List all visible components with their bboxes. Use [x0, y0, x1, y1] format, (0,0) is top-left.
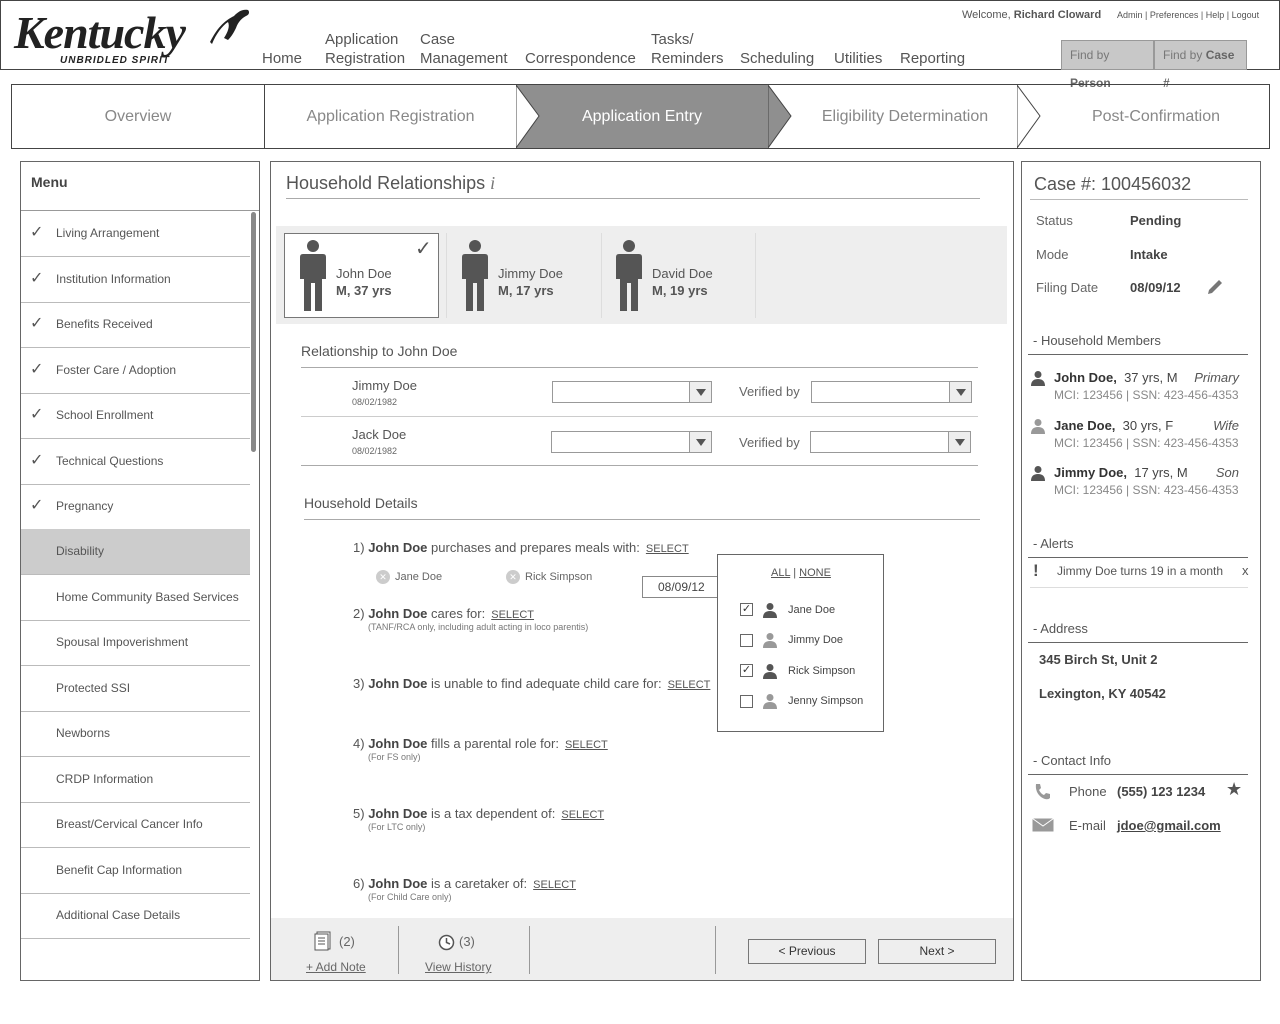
- q-text: cares for:: [431, 606, 486, 621]
- person-icon: [762, 632, 778, 648]
- menu-item-hcbs[interactable]: [21, 575, 250, 621]
- menu-item-label: Living Arrangement: [56, 226, 160, 240]
- select-link[interactable]: SELECT: [645, 543, 689, 555]
- nav-application-registration[interactable]: [325, 30, 405, 68]
- menu-item-crdp[interactable]: [21, 757, 250, 803]
- find-by-person-button[interactable]: [1061, 40, 1154, 90]
- person-meta: M, 17 yrs: [498, 283, 554, 298]
- member-mci: MCI: 123456 | SSN: 423-456-4353: [1054, 435, 1239, 450]
- step-application-registration[interactable]: Application Registration: [306, 108, 475, 125]
- q-subject: John Doe: [368, 876, 428, 891]
- menu-item-label: Pregnancy: [56, 499, 114, 513]
- person-icon: [762, 663, 778, 679]
- pencil-icon[interactable]: [1206, 278, 1224, 296]
- q-note: (TANF/RCA only, including adult acting in loco parentis): [368, 622, 589, 632]
- step-arrow-icon: [768, 85, 792, 148]
- menu-item-foster-care[interactable]: [21, 348, 250, 394]
- nav-utilities[interactable]: Utilities: [834, 50, 883, 67]
- person-label: [336, 265, 392, 299]
- person-icon: [762, 602, 778, 618]
- menu-item-label: Home Community Based Services: [56, 590, 239, 604]
- menu-item-school-enrollment[interactable]: [21, 393, 250, 439]
- previous-button[interactable]: < Previous: [748, 939, 866, 964]
- q-subject: John Doe: [368, 676, 428, 691]
- menu-item-additional-case-details[interactable]: [21, 893, 250, 939]
- member-name: Jimmy Doe,: [1054, 465, 1127, 480]
- rel-person-name: Jimmy Doe: [352, 378, 418, 393]
- notes-icon[interactable]: [314, 931, 332, 951]
- member-role: Son: [1215, 465, 1239, 480]
- process-steps: [11, 84, 1270, 149]
- help-link[interactable]: Help: [1205, 10, 1225, 20]
- q-note: (For Child Care only): [368, 892, 452, 902]
- nav-correspondence[interactable]: Correspondence: [525, 50, 636, 67]
- remove-icon[interactable]: ✕: [506, 570, 520, 584]
- menu-item-newborns[interactable]: [21, 711, 250, 757]
- check-icon: ✓: [30, 452, 44, 469]
- verified-by-label: Verified by: [739, 384, 800, 399]
- question-5: [353, 806, 604, 832]
- step-post-confirmation[interactable]: Post-Confirmation: [1091, 108, 1221, 125]
- q-subject: John Doe: [368, 606, 428, 621]
- household-member[interactable]: [1030, 465, 1245, 497]
- member-meta: 30 yrs, F: [1122, 417, 1174, 433]
- person-label: [498, 265, 563, 299]
- menu-item-institution-information[interactable]: [21, 257, 250, 303]
- option-label: Jane Doe: [788, 603, 836, 616]
- member-meta: 17 yrs, M: [1134, 465, 1188, 480]
- find-label-bold: Case #: [1163, 48, 1235, 90]
- option-label: Rick Simpson: [788, 664, 856, 677]
- step-overview[interactable]: Overview: [104, 108, 172, 125]
- q-text: purchases and prepares meals with:: [431, 540, 640, 555]
- alert-text: Jimmy Doe turns 19 in a month: [1057, 564, 1224, 578]
- star-icon[interactable]: ★: [1226, 779, 1243, 799]
- menu-item-label: Spousal Impoverishment: [56, 635, 189, 649]
- find-label: Find by: [1070, 48, 1110, 62]
- relationship-select[interactable]: [551, 431, 712, 453]
- history-count: (3): [459, 934, 475, 949]
- step-eligibility-determination[interactable]: Eligibility Determination: [821, 108, 989, 125]
- footer-divider: [715, 926, 716, 974]
- person-icon: [1030, 370, 1046, 386]
- checkbox[interactable]: ✓: [741, 603, 752, 616]
- admin-link[interactable]: Admin: [1117, 10, 1143, 20]
- view-history-link[interactable]: View History: [425, 960, 492, 974]
- footer-divider: [529, 926, 530, 974]
- question-6: [353, 876, 576, 902]
- chip-label: Jane Doe: [395, 570, 443, 583]
- rel-divider: [301, 465, 978, 466]
- nav-label: Application: [325, 31, 399, 48]
- check-icon: ✓: [30, 361, 44, 378]
- menu-item-breast-cervical[interactable]: [21, 802, 250, 848]
- chevron-down-icon: [948, 432, 970, 452]
- person-icon: [614, 239, 644, 311]
- q-num: 6): [353, 876, 365, 891]
- kentucky-logo[interactable]: Kentucky: [14, 7, 185, 58]
- chevron-down-icon: [689, 432, 711, 452]
- member-mci: MCI: 123456 | SSN: 423-456-4353: [1054, 483, 1239, 497]
- sep: |: [793, 567, 797, 579]
- menu-item-pregnancy[interactable]: [21, 484, 250, 530]
- option-label: Jenny Simpson: [788, 695, 864, 708]
- checkbox[interactable]: ✓: [741, 664, 752, 677]
- menu-item-label: Additional Case Details: [56, 908, 181, 922]
- nav-reporting[interactable]: Reporting: [900, 50, 966, 67]
- verified-by-label: Verified by: [739, 435, 800, 450]
- member-role: Wife: [1213, 417, 1239, 433]
- check-icon: ✓: [30, 224, 44, 241]
- q-text: is a tax dependent of:: [431, 806, 556, 821]
- filing-date-value: 08/09/12: [1130, 280, 1181, 295]
- menu-item-protected-ssi[interactable]: [21, 666, 250, 712]
- mode-value: Intake: [1130, 247, 1168, 262]
- dropdown-option[interactable]: [740, 632, 843, 649]
- alerts-title: - Alerts: [1028, 536, 1248, 558]
- dropdown-option[interactable]: [740, 662, 855, 679]
- rel-person-name: Jack Doe: [352, 427, 407, 442]
- check-icon: ✓: [30, 406, 44, 423]
- checkbox[interactable]: [740, 695, 753, 708]
- welcome-label: Welcome,: [962, 9, 1011, 21]
- nav-label: Tasks/: [651, 31, 694, 48]
- person-meta: M, 19 yrs: [652, 283, 708, 298]
- rel-divider: [301, 416, 978, 417]
- q-num: 4): [353, 736, 365, 751]
- card-divider: [446, 233, 447, 318]
- menu-item-label: Breast/Cervical Cancer Info: [56, 817, 203, 831]
- chip[interactable]: [506, 570, 592, 584]
- q-note: (For FS only): [368, 752, 421, 762]
- menu-item-technical-questions[interactable]: [21, 439, 250, 485]
- checkbox[interactable]: [740, 634, 753, 647]
- page-title: [286, 173, 495, 194]
- relationship-title: Relationship to John Doe: [301, 343, 458, 359]
- dropdown-option[interactable]: [740, 601, 835, 618]
- find-label: Find by: [1163, 48, 1203, 62]
- member-role: Primary: [1194, 370, 1239, 385]
- q-note: (For LTC only): [368, 822, 426, 832]
- alert-icon: !: [1033, 561, 1039, 580]
- all-none-links: [771, 567, 831, 579]
- select-link[interactable]: SELECT: [667, 679, 711, 691]
- remove-icon[interactable]: ✕: [376, 570, 390, 584]
- q-num: 5): [353, 806, 365, 821]
- page-title-text: Household Relationships: [286, 173, 486, 193]
- q-text: is unable to find adequate child care for:: [431, 676, 662, 691]
- menu-scrollbar[interactable]: [251, 212, 256, 452]
- question-3: [353, 676, 710, 691]
- q-num: 1): [353, 540, 365, 555]
- menu-item-spousal-impoverishment[interactable]: [21, 620, 250, 666]
- menu-item-disability[interactable]: [21, 529, 250, 575]
- person-name: Jimmy Doe: [498, 266, 564, 281]
- step-application-entry[interactable]: Application Entry: [516, 85, 768, 148]
- case-number: Case #: 100456032: [1034, 174, 1192, 194]
- nav-case-management[interactable]: [420, 30, 508, 68]
- menu-item-label: Benefit Cap Information: [56, 863, 183, 877]
- email-value[interactable]: jdoe@gmail.com: [1117, 818, 1221, 833]
- menu-item-label: Institution Information: [56, 272, 171, 286]
- nav-scheduling[interactable]: Scheduling: [740, 50, 815, 67]
- menu-item-label: Disability: [56, 544, 105, 558]
- nav-label: Reminders: [651, 50, 724, 67]
- member-name: Jane Doe,: [1054, 417, 1116, 433]
- status-value: Pending: [1130, 213, 1182, 228]
- chip-label: Rick Simpson: [525, 570, 593, 583]
- q-subject: John Doe: [368, 806, 428, 821]
- person-icon: [1030, 465, 1046, 481]
- chevron-down-icon: [949, 382, 971, 402]
- verified-by-select[interactable]: [810, 431, 971, 453]
- nav-label: Registration: [325, 50, 406, 67]
- menu-item-living-arrangement[interactable]: [21, 211, 250, 257]
- person-icon: [1030, 418, 1046, 434]
- nav-home[interactable]: Home: [262, 50, 303, 67]
- phone-icon: [1033, 783, 1051, 801]
- person-name: David Doe: [652, 266, 713, 281]
- menu-title: Menu: [31, 174, 68, 190]
- rel-divider: [301, 367, 978, 368]
- nav-label: Case: [420, 31, 456, 48]
- dropdown-option[interactable]: [740, 693, 863, 710]
- check-icon: ✓: [30, 497, 44, 514]
- top-links: Admin | Preferences | Help | Logout: [1117, 10, 1260, 20]
- user-name: Richard Cloward: [1013, 9, 1102, 21]
- select-all-link[interactable]: ALL: [771, 567, 791, 579]
- phone-label: Phone: [1069, 784, 1107, 799]
- card-divider: [601, 233, 602, 318]
- horse-logo-icon: [208, 6, 252, 46]
- menu-item-benefits-received[interactable]: [21, 302, 250, 348]
- status-label: Status: [1036, 213, 1073, 228]
- member-mci: MCI: 123456 | SSN: 423-456-4353: [1054, 388, 1239, 402]
- details-divider: [304, 519, 980, 520]
- alert-divider: [1030, 587, 1248, 588]
- contact-info-title: - Contact Info: [1028, 753, 1248, 775]
- check-icon: ✓: [30, 270, 44, 287]
- menu-panel: [20, 161, 260, 981]
- menu-item-label: Protected SSI: [56, 681, 131, 695]
- option-label: Jimmy Doe: [788, 634, 844, 647]
- date-input[interactable]: 08/09/12: [642, 576, 722, 598]
- preferences-link[interactable]: Preferences: [1149, 10, 1199, 20]
- logout-link[interactable]: Logout: [1231, 10, 1260, 20]
- household-details-title: Household Details: [304, 495, 418, 511]
- menu-item-benefit-cap[interactable]: [21, 848, 250, 894]
- address-title: - Address: [1028, 621, 1248, 643]
- person-label: [652, 265, 713, 299]
- card-divider: [755, 233, 756, 318]
- menu-item-label: School Enrollment: [56, 408, 154, 422]
- welcome-text: [962, 9, 1101, 21]
- step-arrow-icon: [1017, 85, 1041, 148]
- household-member[interactable]: [1030, 370, 1245, 402]
- step-arrow-icon: [516, 85, 540, 148]
- find-by-case-button[interactable]: [1154, 40, 1247, 90]
- select-link[interactable]: SELECT: [491, 609, 535, 621]
- question-2: [353, 606, 588, 632]
- notes-count: (2): [339, 934, 355, 949]
- add-note-link[interactable]: + Add Note: [306, 960, 366, 974]
- q-subject: John Doe: [368, 540, 428, 555]
- title-divider: [286, 198, 980, 199]
- q-text: is a caretaker of:: [431, 876, 528, 891]
- close-alert-icon[interactable]: x: [1242, 563, 1249, 578]
- person-icon: [762, 693, 778, 709]
- email-label: E-mail: [1069, 818, 1106, 833]
- chevron-down-icon: [689, 382, 711, 402]
- phone-value[interactable]: (555) 123 1234: [1117, 784, 1206, 799]
- filing-date-label: Filing Date: [1036, 280, 1099, 295]
- person-icon: [460, 239, 490, 311]
- nav-tasks-reminders[interactable]: [651, 30, 724, 68]
- chip[interactable]: [376, 570, 442, 584]
- menu-item-label: Technical Questions: [56, 454, 164, 468]
- menu-item-label: Benefits Received: [56, 317, 153, 331]
- person-icon: [298, 239, 328, 311]
- rel-person-date: 08/02/1982: [352, 446, 398, 456]
- next-button[interactable]: Next >: [878, 939, 996, 964]
- select-dropdown: [717, 554, 884, 732]
- relationship-select[interactable]: [552, 381, 712, 403]
- mode-label: Mode: [1036, 247, 1069, 262]
- select-none-link[interactable]: NONE: [799, 567, 831, 579]
- q-num: 3): [353, 676, 365, 691]
- menu-item-label: CRDP Information: [56, 772, 154, 786]
- member-meta: 37 yrs, M: [1124, 370, 1178, 385]
- select-link[interactable]: SELECT: [561, 809, 605, 821]
- address-line-1: 345 Birch St, Unit 2: [1039, 652, 1158, 667]
- household-members-title: - Household Members: [1028, 333, 1248, 355]
- info-icon[interactable]: i: [490, 173, 496, 193]
- person-name: John Doe: [336, 266, 392, 281]
- logo-tagline: UNBRIDLED SPIRIT: [60, 55, 170, 66]
- find-label-bold: Person: [1070, 76, 1111, 90]
- q-text: fills a parental role for:: [431, 736, 559, 751]
- q-subject: John Doe: [368, 736, 428, 751]
- footer-divider: [398, 926, 399, 974]
- email-icon: [1032, 818, 1054, 832]
- address-line-2: Lexington, KY 40542: [1039, 686, 1166, 701]
- member-name: John Doe,: [1054, 370, 1117, 385]
- nav-label: Management: [420, 50, 508, 67]
- selected-check-icon: ✓: [415, 238, 432, 260]
- rel-person-date: 08/02/1982: [352, 397, 398, 407]
- select-link[interactable]: SELECT: [533, 879, 576, 891]
- menu-item-label: Newborns: [56, 726, 111, 740]
- menu-item-label: Foster Care / Adoption: [56, 363, 177, 377]
- person-meta: M, 37 yrs: [336, 283, 392, 298]
- history-icon[interactable]: [438, 934, 455, 951]
- question-4: [353, 736, 608, 762]
- verified-by-select[interactable]: [811, 381, 972, 403]
- case-divider: [1030, 199, 1248, 200]
- household-member[interactable]: [1030, 418, 1245, 450]
- select-link[interactable]: SELECT: [564, 739, 608, 751]
- question-1: [353, 540, 689, 555]
- check-icon: ✓: [30, 315, 44, 332]
- q-num: 2): [353, 606, 365, 621]
